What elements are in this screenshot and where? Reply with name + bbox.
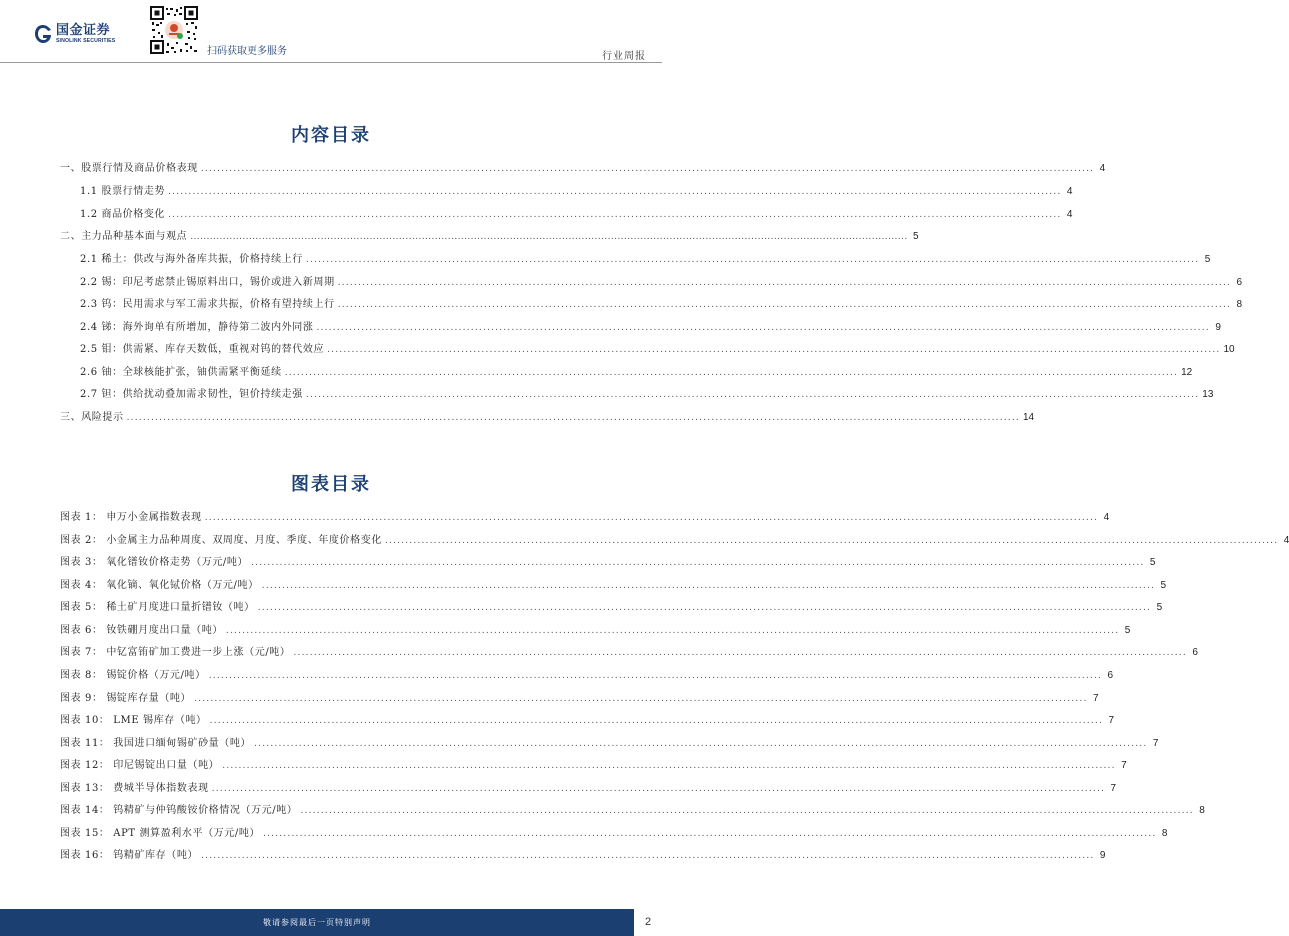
figure-entry-page: 8 [1161,828,1168,839]
toc-entry-page: 6 [1236,277,1243,288]
figure-entry-page: 7 [1121,760,1127,771]
figure-entry-page: 7 [1110,783,1117,794]
toc-entry-label: 一、股票行情及商品价格表现 [60,163,198,174]
figure-entry-label: 图表 12： 印尼锡锭出口量（吨） [60,760,220,771]
toc-entry-label: 2.4 锑：海外询单有所增加，静待第二波内外同涨 [80,322,314,333]
toc-entry[interactable] [80,208,1073,222]
sinolink-logo [34,24,115,44]
leader-dots: ............................................................................................................................................................................................................................ [384,536,1279,546]
page-header [0,0,662,62]
figure-entry-label: 图表 10： LME 锡库存（吨） [60,715,207,726]
figure-entry[interactable] [60,827,1168,841]
figure-entry[interactable] [60,556,1156,570]
toc-entry-page: 5 [913,231,919,242]
figure-entry-label: 图表 15： APT 测算盈利水平（万元/吨） [60,828,261,839]
leader-dots: ............................................................................................................................................................................................................................ [208,671,1103,681]
sinolink-logo-icon [34,24,52,44]
toc-entry[interactable] [80,298,1243,312]
toc-entry-page: 10 [1223,344,1235,355]
leader-dots: ............................................................................................................................................................................................................................ [337,278,1232,288]
figure-entry-label: 图表 3： 氧化镨钕价格走势（万元/吨） [60,557,249,568]
header-divider [0,62,662,63]
leader-dots: ............................................................................................................................................................................................................................ [327,345,1221,355]
figure-entry-label: 图表 2： 小金属主力品种周度、双周度、月度、季度、年度价格变化 [60,535,382,546]
figure-entry-label: 图表 4： 氧化镝、氧化铽价格（万元/吨） [60,580,259,591]
figure-entry[interactable] [60,737,1159,751]
figure-entry-page: 7 [1108,715,1115,726]
toc-entry-label: 2.1 稀土：供改与海外备库共振，价格持续上行 [80,254,303,265]
figure-entry[interactable] [60,646,1198,660]
figure-entry-label: 图表 7： 中钇富铕矿加工费进一步上涨（元/吨） [60,647,291,658]
figures-title: 图表目录 [291,474,371,495]
toc-entry-label: 2.7 钽：供给扰动叠加需求韧性，钽价持续走强 [80,389,303,400]
figure-entry-page: 7 [1092,693,1099,704]
leader-dots: ............................................................................................................................................................................................................................ [300,806,1194,816]
figure-entry-page: 8 [1199,805,1205,816]
leader-dots: ............................................................................................................................................................................................................................ [194,694,1088,704]
toc-entry[interactable] [60,411,1035,425]
leader-dots: ............................................................................................................................................................................................................................ [222,761,1116,771]
leader-dots: ............................................................................................................................................................................................................................ [257,603,1152,613]
toc-entry-page: 9 [1215,322,1221,333]
toc-entry[interactable] [80,253,1211,267]
leader-dots: ............................................................................................................................................................................................................................ [211,784,1106,794]
logo-english-name: SINOLINK SECURITIES [56,38,116,44]
toc-entry-page: 5 [1204,254,1211,265]
toc-title: 内容目录 [291,125,371,146]
leader-dots: ............................................................................................................................................................................................................................ [204,513,1099,523]
figure-entry[interactable] [60,804,1205,818]
toc-entry-page: 12 [1181,367,1193,378]
figure-entry-label: 图表 9： 锡锭库存量（吨） [60,693,192,704]
report-type-label: 行业周报 [602,51,646,62]
toc-entry-page: 8 [1236,299,1243,310]
figure-entry-label: 图表 6： 钕铁硼月度出口量（吨） [60,625,223,636]
figure-entry-label: 图表 14： 钨精矿与仲钨酸铵价格情况（万元/吨） [60,805,298,816]
figure-entry-page: 4 [1103,512,1110,523]
toc-entry[interactable] [60,162,1106,176]
page-footer [0,909,662,936]
toc-entry[interactable] [80,321,1221,335]
figure-entry[interactable] [60,534,1289,548]
toc-entry-label: 2.3 钨：民用需求与军工需求共振，价格有望持续上行 [80,299,335,310]
figure-entry[interactable] [60,849,1106,863]
leader-dots: ............................................................................................................................................................................................................................ [168,187,1062,197]
figure-entry[interactable] [60,782,1117,796]
page-number: 2 [644,916,652,928]
leader-dots: ............................................................................................................................................................................................................................ [200,164,1095,174]
figure-entry-page: 5 [1124,625,1131,636]
figure-entry-page: 5 [1149,557,1156,568]
leader-dots: ............................................................................................................................................................................................................................ [209,716,1104,726]
leader-dots: ............................................................................................................................................................................................................................ [293,648,1187,658]
leader-dots: ............................................................................................................................................................................................................................ [225,626,1120,636]
leader-dots: ............................................................................................................................................................................................................................ [263,829,1157,839]
qr-code-icon[interactable] [149,5,199,55]
figure-entry-page: 6 [1192,647,1198,658]
figure-entry-page: 9 [1099,850,1106,861]
toc-entry-label: 三、风险提示 [60,412,124,423]
figure-entry[interactable] [60,692,1099,706]
footer-disclaimer: 敬请参阅最后一页特别声明 [263,918,371,927]
toc-entry-page: 4 [1066,209,1073,220]
toc-entry[interactable] [80,343,1235,357]
figure-entry[interactable] [60,624,1131,638]
figure-entry-page: 5 [1156,602,1163,613]
leader-dots: ............................................................................................................................................................................................................................ [305,255,1200,265]
figure-entry-label: 图表 11： 我国进口缅甸锡矿砂量（吨） [60,738,252,749]
leader-dots: ............................................................................................................................................................................................................................ [305,390,1200,400]
figure-entry[interactable] [60,759,1127,773]
toc-entry-label: 二、主力品种基本面与观点 [60,231,188,242]
leader-dots: ............................................................................................................................................................................................................................ [261,581,1156,591]
figure-entry[interactable] [60,601,1163,615]
toc-entry-label: 2.6 铀：全球核能扩张，铀供需紧平衡延续 [80,367,282,378]
toc-entry[interactable] [80,185,1073,199]
figure-entry-page: 4 [1283,535,1289,546]
toc-entry-label: 2.2 锡：印尼考虑禁止锡原料出口，锡价或进入新周期 [80,277,335,288]
figure-entry-label: 图表 1： 申万小金属指数表现 [60,512,202,523]
figure-entry-page: 5 [1160,580,1167,591]
toc-entry-page: 13 [1202,389,1214,400]
leader-dots: ............................................................................................................................................................................................................................ [251,558,1145,568]
qr-caption: 扫码获取更多服务 [207,46,287,57]
leader-dots: ............................................................................................................................................................................................................................ [254,739,1148,749]
figure-entry-label: 图表 16： 钨精矿库存（吨） [60,850,199,861]
logo-chinese-name: 国金证券 [56,23,111,38]
figure-entry-page: 6 [1107,670,1114,681]
toc-entry[interactable] [80,388,1214,402]
leader-dots: ............................................................................................................................................................................................................................ [337,300,1232,310]
toc-entry[interactable] [60,230,919,244]
leader-dots: ............................................................................................................................................................................................................................ [126,413,1020,423]
toc-entry-label: 2.5 钼：供需紧、库存天数低，重视对钨的替代效应 [80,344,325,355]
toc-entry-page: 4 [1066,186,1073,197]
figure-entry[interactable] [60,579,1167,593]
toc-entry-page: 14 [1023,412,1035,423]
figure-entry[interactable] [60,511,1110,525]
figure-entry-label: 图表 5： 稀土矿月度进口量折镨钕（吨） [60,602,255,613]
figure-entry-label: 图表 13： 费城半导体指数表现 [60,783,209,794]
figure-entry[interactable] [60,714,1115,728]
figure-entry-label: 图表 8： 锡锭价格（万元/吨） [60,670,206,681]
toc-entry[interactable] [80,276,1243,290]
toc-entry-page: 4 [1099,163,1106,174]
toc-entry-label: 1.1 股票行情走势 [80,186,166,197]
leader-dots: ............................................................................................................................................................................................................................ [190,232,908,242]
leader-dots: ............................................................................................................................................................................................................................ [168,210,1062,220]
figure-entry[interactable] [60,669,1114,683]
leader-dots: ............................................................................................................................................................................................................................ [316,323,1210,333]
toc-entry-label: 1.2 商品价格变化 [80,209,166,220]
toc-entry[interactable] [80,366,1193,380]
figure-entry-page: 7 [1152,738,1159,749]
leader-dots: ............................................................................................................................................................................................................................ [284,368,1179,378]
leader-dots: ............................................................................................................................................................................................................................ [201,851,1095,861]
